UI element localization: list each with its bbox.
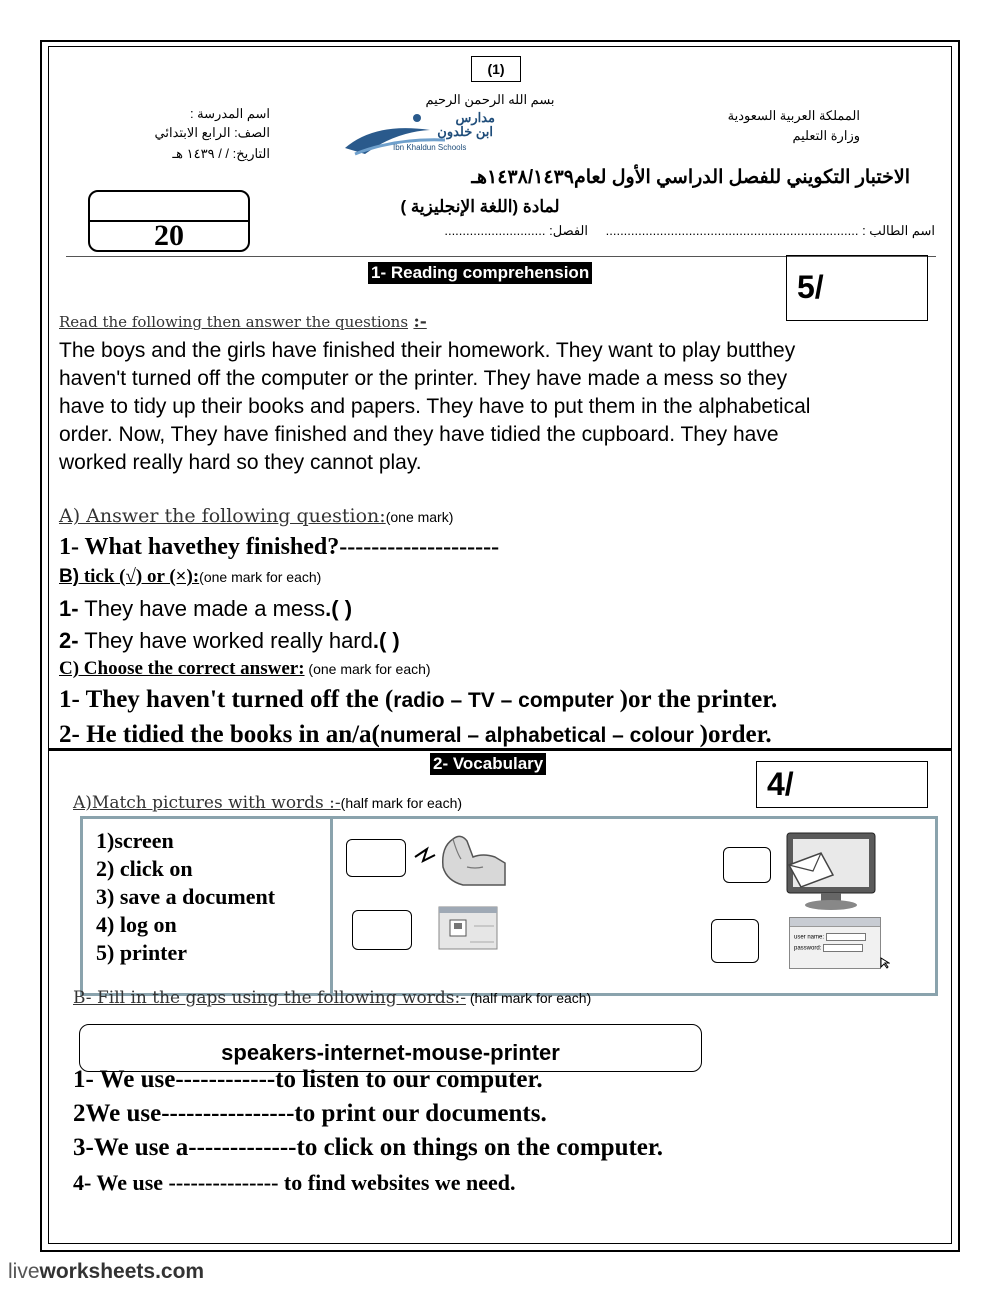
choose-q1-options[interactable]: radio – TV – computer	[393, 689, 620, 712]
reading-score: 5/	[797, 269, 824, 305]
word-item: 3) save a document	[96, 884, 276, 909]
passage-line: worked really hard so they cannot play.	[59, 451, 422, 474]
fill-sentence[interactable]: 4- We use --------------- to find websites we need.	[73, 1170, 516, 1195]
date-label: التاريخ: / / ١٤٣٩ هـ	[172, 146, 270, 161]
match-note: (half mark for each)	[340, 795, 463, 811]
word-item: 2) click on	[96, 856, 193, 881]
school-logo	[335, 110, 515, 160]
school-name-label: اسم المدرسة :	[189, 106, 270, 121]
section-a-title-row	[59, 505, 453, 527]
monitor-icon	[781, 831, 881, 913]
passage-line: The boys and the girls have finished their homework. They want to play butthey	[59, 339, 796, 362]
page-number-box	[471, 56, 521, 82]
section-b-title-row	[59, 566, 321, 588]
fill-sentence[interactable]: 1- We use------------to listen to our computer.	[73, 1066, 543, 1093]
fill-sentence[interactable]: 2We use----------------to print our documents.	[73, 1100, 547, 1127]
screen-picture	[781, 831, 881, 913]
reading-passage	[59, 337, 949, 477]
vocabulary-score: 4/	[767, 766, 794, 802]
section-divider	[48, 748, 952, 751]
vocabulary-heading: 2- Vocabulary	[430, 753, 546, 775]
tick-item-text: They have made a mess	[78, 596, 326, 621]
login-user-field	[826, 933, 866, 941]
fill-note: (half mark for each)	[465, 990, 592, 1006]
liveworksheets-logo[interactable]	[8, 1260, 204, 1284]
reading-score-box	[786, 255, 928, 321]
section-b-note: (one mark for each)	[199, 569, 322, 585]
tick-item-1	[59, 596, 352, 622]
total-score: 20	[154, 219, 184, 252]
save-document-picture	[438, 906, 498, 950]
match-answer-box[interactable]	[346, 839, 406, 877]
page-number: (1)	[487, 61, 505, 77]
login-pass-label: password:	[794, 945, 822, 952]
login-titlebar	[790, 918, 880, 927]
subject-title: لمادة (اللغة الإنجليزية )	[400, 197, 560, 216]
word-item: 1)screen	[96, 828, 174, 853]
tick-item-num: 1-	[59, 596, 79, 621]
word-bank-box	[79, 1024, 702, 1072]
ministry-name: وزارة التعليم	[792, 128, 860, 143]
brand-bold: worksheets	[39, 1260, 156, 1283]
login-user-row	[794, 933, 880, 941]
tick-item-bracket[interactable]: .( )	[325, 596, 353, 621]
click-hand-picture	[413, 827, 508, 889]
section-c-title: C) Choose the correct answer:	[59, 658, 305, 679]
logo-arabic-1: مدارس	[455, 110, 495, 125]
tick-item-text: They have worked really hard	[78, 628, 373, 653]
exam-title: الاختبار التكويني للفصل الدراسي الأول لعام١٤٣٨/١٤٣٩هـ	[471, 167, 910, 188]
word-item: 4) log on	[96, 912, 177, 937]
word-bank: speakers-internet-mouse-printer	[221, 1040, 560, 1065]
word-item: 5) printer	[96, 940, 188, 965]
class-label: الفصل:	[549, 223, 588, 238]
choose-q2-start: 2- He tidied the books in an/a(	[59, 721, 380, 748]
hand-click-icon	[413, 827, 508, 889]
match-answer-box[interactable]	[352, 910, 412, 950]
section-b-title: tick (√) or (×):	[79, 566, 200, 587]
vocabulary-score-box	[756, 761, 928, 808]
tick-item-2	[59, 628, 400, 654]
section-b-prefix: B)	[59, 566, 80, 587]
brand-tld: .com	[155, 1260, 205, 1283]
student-name-row	[280, 223, 935, 239]
choose-q2	[59, 721, 772, 749]
word-list	[96, 827, 275, 967]
log-on-picture	[789, 917, 881, 969]
choose-q2-end: )order.	[699, 721, 772, 748]
passage-line: haven't turned off the computer or the printer. They have made a mess so they	[59, 367, 788, 390]
total-score-box	[88, 190, 250, 252]
passage-line: order. Now, They have finished and they have tidied the cupboard. They have	[59, 423, 779, 446]
choose-q1-start: 1- They haven't turned off the (	[59, 686, 394, 713]
grade-label: الصف: الرابع الابتدائي	[154, 125, 270, 140]
brand-light: live	[8, 1260, 40, 1283]
choose-q1-end: )or the printer.	[619, 686, 778, 713]
fill-title-row	[73, 988, 591, 1008]
section-a-question[interactable]: 1- What havethey finished?--------------------	[59, 534, 500, 560]
login-user-label: user name:	[794, 934, 825, 941]
choose-q1	[59, 686, 777, 714]
section-a-note: (one mark)	[385, 509, 454, 525]
basmala: بسم الله الرحمن الرحيم	[425, 92, 555, 107]
reading-heading: 1- Reading comprehension	[368, 262, 592, 284]
tick-item-num: 2-	[59, 628, 79, 653]
login-pass-field	[823, 944, 863, 952]
match-answer-box[interactable]	[711, 919, 759, 963]
save-document-icon	[438, 906, 498, 950]
reading-instruction	[59, 312, 427, 332]
tick-item-bracket[interactable]: .( )	[372, 628, 400, 653]
fill-title: B- Fill in the gaps using the following words:-	[73, 988, 466, 1008]
match-title-row	[73, 793, 462, 813]
student-name-dots[interactable]: ......................................................................	[605, 223, 859, 238]
reading-instruction-suffix: :-	[413, 312, 427, 332]
section-c-title-row	[59, 658, 431, 680]
login-pass-row	[794, 944, 880, 952]
match-table-divider	[330, 819, 333, 993]
match-answer-box[interactable]	[723, 847, 771, 883]
match-table	[80, 816, 938, 996]
passage-line: have to tidy up their books and papers. They have to put them in the alphabetical	[59, 395, 811, 418]
fill-sentence[interactable]: 3-We use a-------------to click on things on the computer.	[73, 1134, 663, 1161]
choose-q2-options[interactable]: numeral – alphabetical – colour	[379, 724, 700, 747]
section-a-title: A) Answer the following question:	[59, 505, 386, 527]
reading-instruction-text: Read the following then answer the questions	[59, 313, 409, 331]
match-title: A)Match pictures with words :-	[73, 793, 341, 813]
logo-arabic-2: ابن خلدون	[437, 124, 493, 139]
class-dots[interactable]: ............................	[444, 223, 546, 238]
section-c-note: (one mark for each)	[304, 661, 431, 677]
logo-english: Ibn Khaldun Schools	[393, 143, 467, 152]
student-name-label: اسم الطالب :	[862, 223, 935, 238]
kingdom-name: المملكة العربية السعودية	[727, 108, 860, 123]
cursor-icon	[880, 957, 890, 969]
